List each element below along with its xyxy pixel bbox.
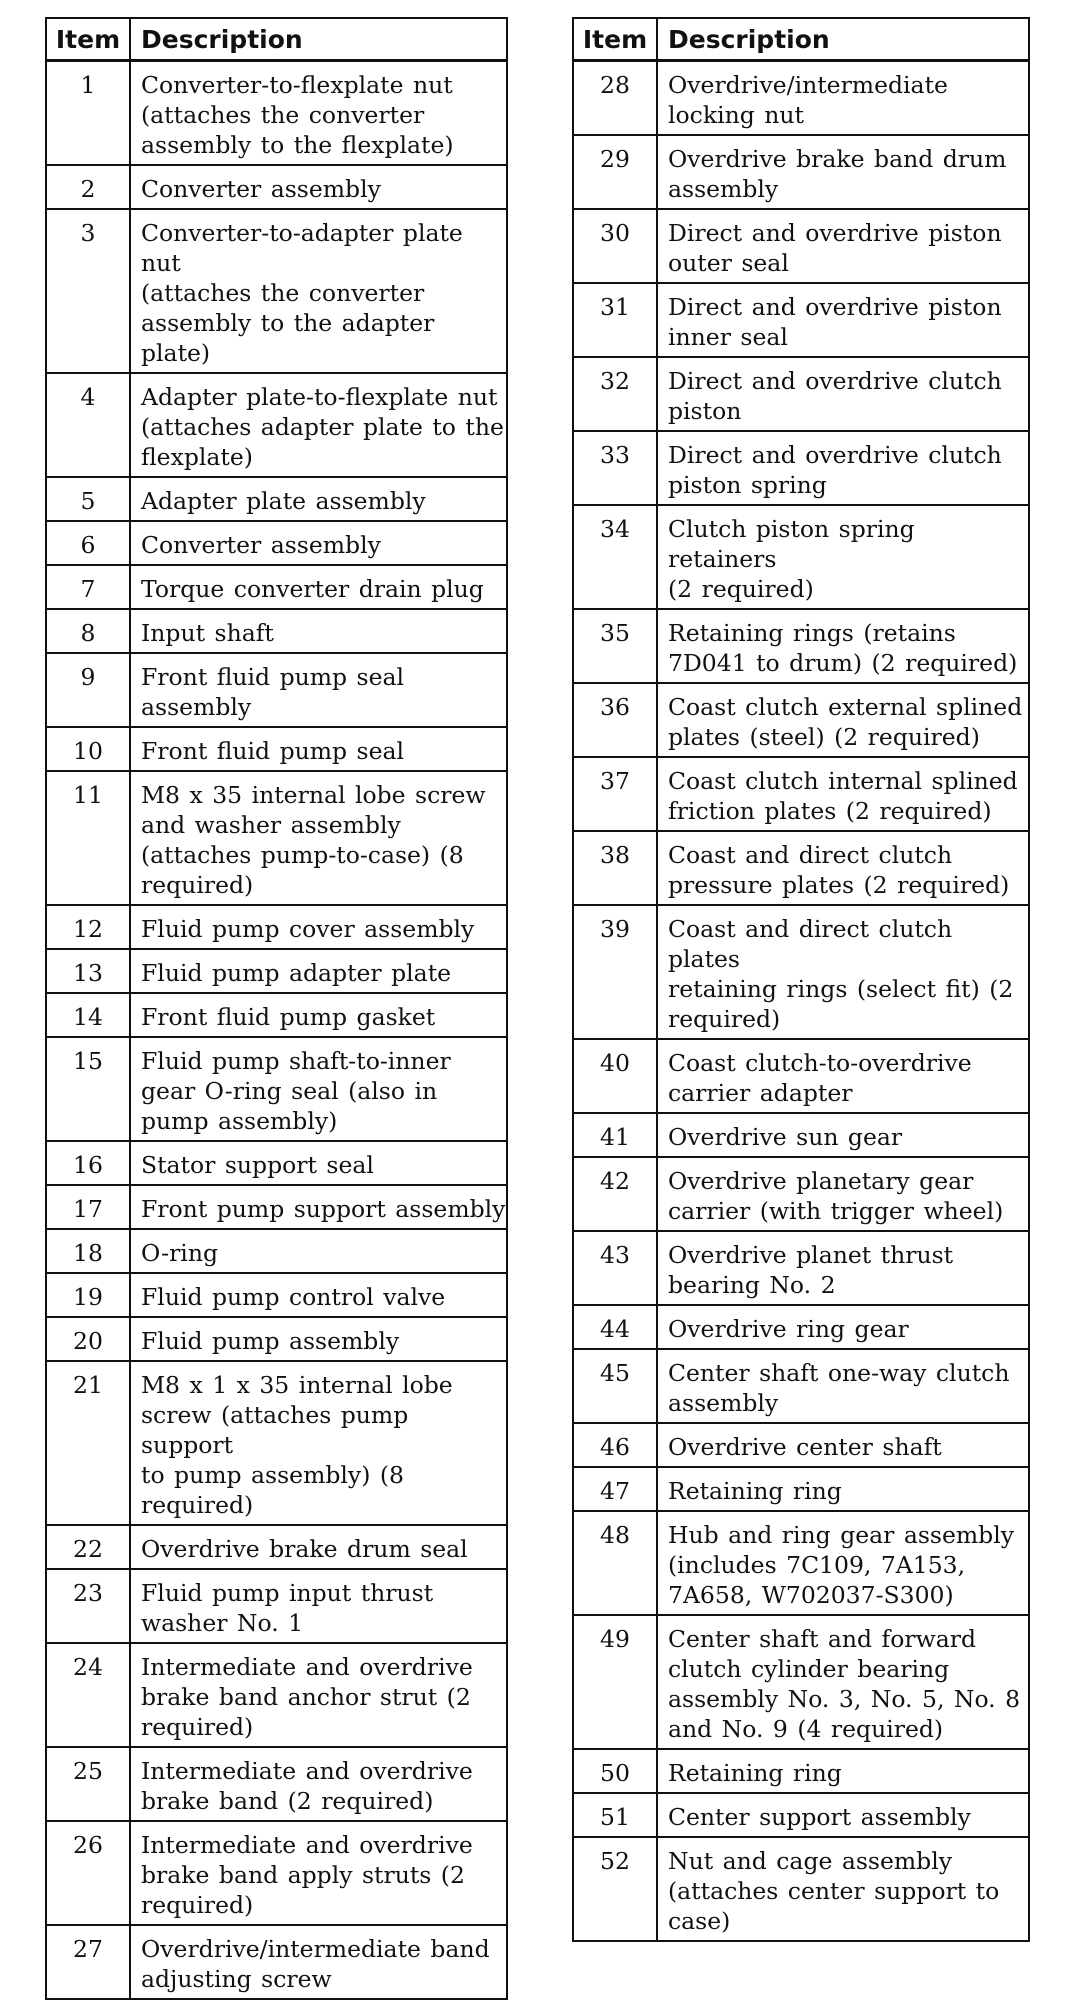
item-number: 34 (573, 505, 657, 609)
table-row (573, 1793, 1029, 1837)
item-number: 13 (46, 949, 130, 993)
item-description: Retaining ring (657, 1467, 1029, 1511)
table-row (573, 905, 1029, 1039)
table-row (46, 727, 507, 771)
table-row (573, 1423, 1029, 1467)
table-row (573, 1467, 1029, 1511)
item-number: 41 (573, 1113, 657, 1157)
item-number: 39 (573, 905, 657, 1039)
table-row (573, 209, 1029, 283)
item-description: Hub and ring gear assembly (includes 7C109, 7A153, 7A658, W702037-S300) (657, 1511, 1029, 1615)
item-description: Retaining ring (657, 1749, 1029, 1793)
item-description: Converter-to-adapter plate nut (attaches the converter assembly to the adapter plate) (130, 209, 507, 373)
item-number: 23 (46, 1569, 130, 1643)
item-description: Retaining rings (retains 7D041 to drum) (2 required) (657, 609, 1029, 683)
table-row (46, 1229, 507, 1273)
table-row (46, 1925, 507, 1999)
item-description: Overdrive/intermediate band adjusting screw (130, 1925, 507, 1999)
item-description: Coast clutch external splined plates (steel) (2 required) (657, 683, 1029, 757)
table-body-right (573, 61, 1029, 1942)
table-row (46, 165, 507, 209)
item-number: 38 (573, 831, 657, 905)
item-number: 50 (573, 1749, 657, 1793)
item-number: 37 (573, 757, 657, 831)
table-row (573, 1511, 1029, 1615)
table-row (573, 283, 1029, 357)
item-description: Coast and direct clutch plates retaining rings (select fit) (2 required) (657, 905, 1029, 1039)
item-description: Overdrive/intermediate locking nut (657, 61, 1029, 136)
item-number: 36 (573, 683, 657, 757)
table-row (46, 949, 507, 993)
item-number: 40 (573, 1039, 657, 1113)
item-number: 18 (46, 1229, 130, 1273)
item-number: 2 (46, 165, 130, 209)
table-row (573, 683, 1029, 757)
item-description: Front pump support assembly (130, 1185, 507, 1229)
item-description: Fluid pump input thrust washer No. 1 (130, 1569, 507, 1643)
item-description: Fluid pump assembly (130, 1317, 507, 1361)
table-row (46, 993, 507, 1037)
table-row (573, 431, 1029, 505)
table-row (46, 609, 507, 653)
table-row (46, 771, 507, 905)
item-description: Converter assembly (130, 521, 507, 565)
item-description: Front fluid pump seal assembly (130, 653, 507, 727)
column-header-item: Item (573, 18, 657, 61)
item-description: Converter assembly (130, 165, 507, 209)
item-description: Converter-to-flexplate nut (attaches the converter assembly to the flexplate) (130, 61, 507, 166)
table-row (573, 1157, 1029, 1231)
item-description: Input shaft (130, 609, 507, 653)
table-row (573, 831, 1029, 905)
item-number: 5 (46, 477, 130, 521)
parts-table-right (572, 17, 1030, 1942)
item-number: 11 (46, 771, 130, 905)
item-number: 7 (46, 565, 130, 609)
table-row (46, 209, 507, 373)
table-row (573, 505, 1029, 609)
item-number: 29 (573, 135, 657, 209)
item-number: 21 (46, 1361, 130, 1525)
item-description: Front fluid pump seal (130, 727, 507, 771)
item-number: 16 (46, 1141, 130, 1185)
table-row (46, 1317, 507, 1361)
item-description: M8 x 1 x 35 internal lobe screw (attaches pump support to pump assembly) (8 required) (130, 1361, 507, 1525)
item-number: 32 (573, 357, 657, 431)
item-description: Direct and overdrive clutch piston (657, 357, 1029, 431)
item-number: 45 (573, 1349, 657, 1423)
item-number: 44 (573, 1305, 657, 1349)
item-number: 6 (46, 521, 130, 565)
item-description: Front fluid pump gasket (130, 993, 507, 1037)
table-row (46, 521, 507, 565)
item-number: 28 (573, 61, 657, 136)
item-description: Intermediate and overdrive brake band (2 required) (130, 1747, 507, 1821)
column-header-item: Item (46, 18, 130, 61)
table-row (573, 1039, 1029, 1113)
item-number: 12 (46, 905, 130, 949)
table-row (573, 757, 1029, 831)
table-row (46, 1141, 507, 1185)
item-number: 35 (573, 609, 657, 683)
item-description: Adapter plate assembly (130, 477, 507, 521)
table-row (46, 1569, 507, 1643)
table-row (573, 1837, 1029, 1941)
item-number: 19 (46, 1273, 130, 1317)
item-number: 33 (573, 431, 657, 505)
table-row (46, 1273, 507, 1317)
item-description: Coast clutch internal splined friction plates (2 required) (657, 757, 1029, 831)
item-description: Clutch piston spring retainers (2 required) (657, 505, 1029, 609)
column-header-description: Description (130, 18, 507, 61)
item-description: Coast and direct clutch pressure plates (2 required) (657, 831, 1029, 905)
item-number: 46 (573, 1423, 657, 1467)
item-number: 1 (46, 61, 130, 166)
header-row (46, 18, 507, 61)
table-row (46, 1525, 507, 1569)
item-number: 43 (573, 1231, 657, 1305)
table-row (573, 61, 1029, 136)
item-number: 42 (573, 1157, 657, 1231)
item-description: Fluid pump adapter plate (130, 949, 507, 993)
item-number: 48 (573, 1511, 657, 1615)
table-row (573, 1615, 1029, 1749)
item-number: 52 (573, 1837, 657, 1941)
item-number: 17 (46, 1185, 130, 1229)
table-row (46, 373, 507, 477)
table-row (46, 905, 507, 949)
item-description: Fluid pump control valve (130, 1273, 507, 1317)
item-description: Overdrive planet thrust bearing No. 2 (657, 1231, 1029, 1305)
item-description: Overdrive sun gear (657, 1113, 1029, 1157)
item-description: Center shaft one-way clutch assembly (657, 1349, 1029, 1423)
item-description: Intermediate and overdrive brake band apply struts (2 required) (130, 1821, 507, 1925)
item-description: Overdrive center shaft (657, 1423, 1029, 1467)
table-row (46, 1821, 507, 1925)
item-description: Overdrive planetary gear carrier (with trigger wheel) (657, 1157, 1029, 1231)
table-row (573, 1113, 1029, 1157)
item-description: Coast clutch-to-overdrive carrier adapter (657, 1039, 1029, 1113)
item-number: 26 (46, 1821, 130, 1925)
column-header-description: Description (657, 18, 1029, 61)
item-description: Stator support seal (130, 1141, 507, 1185)
item-number: 4 (46, 373, 130, 477)
item-number: 31 (573, 283, 657, 357)
item-description: Nut and cage assembly (attaches center support to case) (657, 1837, 1029, 1941)
table-row (46, 1747, 507, 1821)
item-description: Center shaft and forward clutch cylinder bearing assembly No. 3, No. 5, No. 8 and No. 9 (4 required) (657, 1615, 1029, 1749)
item-description: Adapter plate-to-flexplate nut (attaches adapter plate to the flexplate) (130, 373, 507, 477)
item-description: Fluid pump shaft-to-inner gear O-ring seal (also in pump assembly) (130, 1037, 507, 1141)
table-row (573, 1749, 1029, 1793)
table-row (46, 477, 507, 521)
table-row (46, 1037, 507, 1141)
item-description: Intermediate and overdrive brake band anchor strut (2 required) (130, 1643, 507, 1747)
table-row (46, 653, 507, 727)
item-number: 24 (46, 1643, 130, 1747)
header-row (573, 18, 1029, 61)
item-number: 20 (46, 1317, 130, 1361)
item-number: 30 (573, 209, 657, 283)
table-row (46, 1185, 507, 1229)
table-row (46, 61, 507, 166)
item-number: 10 (46, 727, 130, 771)
item-description: Overdrive ring gear (657, 1305, 1029, 1349)
item-number: 22 (46, 1525, 130, 1569)
table-body-left (46, 61, 507, 2000)
item-description: M8 x 35 internal lobe screw and washer assembly (attaches pump-to-case) (8 required) (130, 771, 507, 905)
table-row (573, 357, 1029, 431)
item-description: Direct and overdrive piston outer seal (657, 209, 1029, 283)
table-row (573, 1231, 1029, 1305)
item-description: Overdrive brake band drum assembly (657, 135, 1029, 209)
item-number: 25 (46, 1747, 130, 1821)
table-row (573, 1305, 1029, 1349)
item-description: Overdrive brake drum seal (130, 1525, 507, 1569)
item-number: 9 (46, 653, 130, 727)
item-number: 3 (46, 209, 130, 373)
table-row (46, 565, 507, 609)
table-row (573, 135, 1029, 209)
item-number: 8 (46, 609, 130, 653)
item-number: 49 (573, 1615, 657, 1749)
item-description: Direct and overdrive clutch piston spring (657, 431, 1029, 505)
table-row (573, 1349, 1029, 1423)
item-number: 51 (573, 1793, 657, 1837)
item-description: Center support assembly (657, 1793, 1029, 1837)
table-row (46, 1361, 507, 1525)
item-description: Direct and overdrive piston inner seal (657, 283, 1029, 357)
table-row (46, 1643, 507, 1747)
item-number: 47 (573, 1467, 657, 1511)
table-row (573, 609, 1029, 683)
item-number: 14 (46, 993, 130, 1037)
item-number: 27 (46, 1925, 130, 1999)
item-description: Fluid pump cover assembly (130, 905, 507, 949)
parts-table-left (45, 17, 508, 2000)
item-description: Torque converter drain plug (130, 565, 507, 609)
item-description: O-ring (130, 1229, 507, 1273)
item-number: 15 (46, 1037, 130, 1141)
